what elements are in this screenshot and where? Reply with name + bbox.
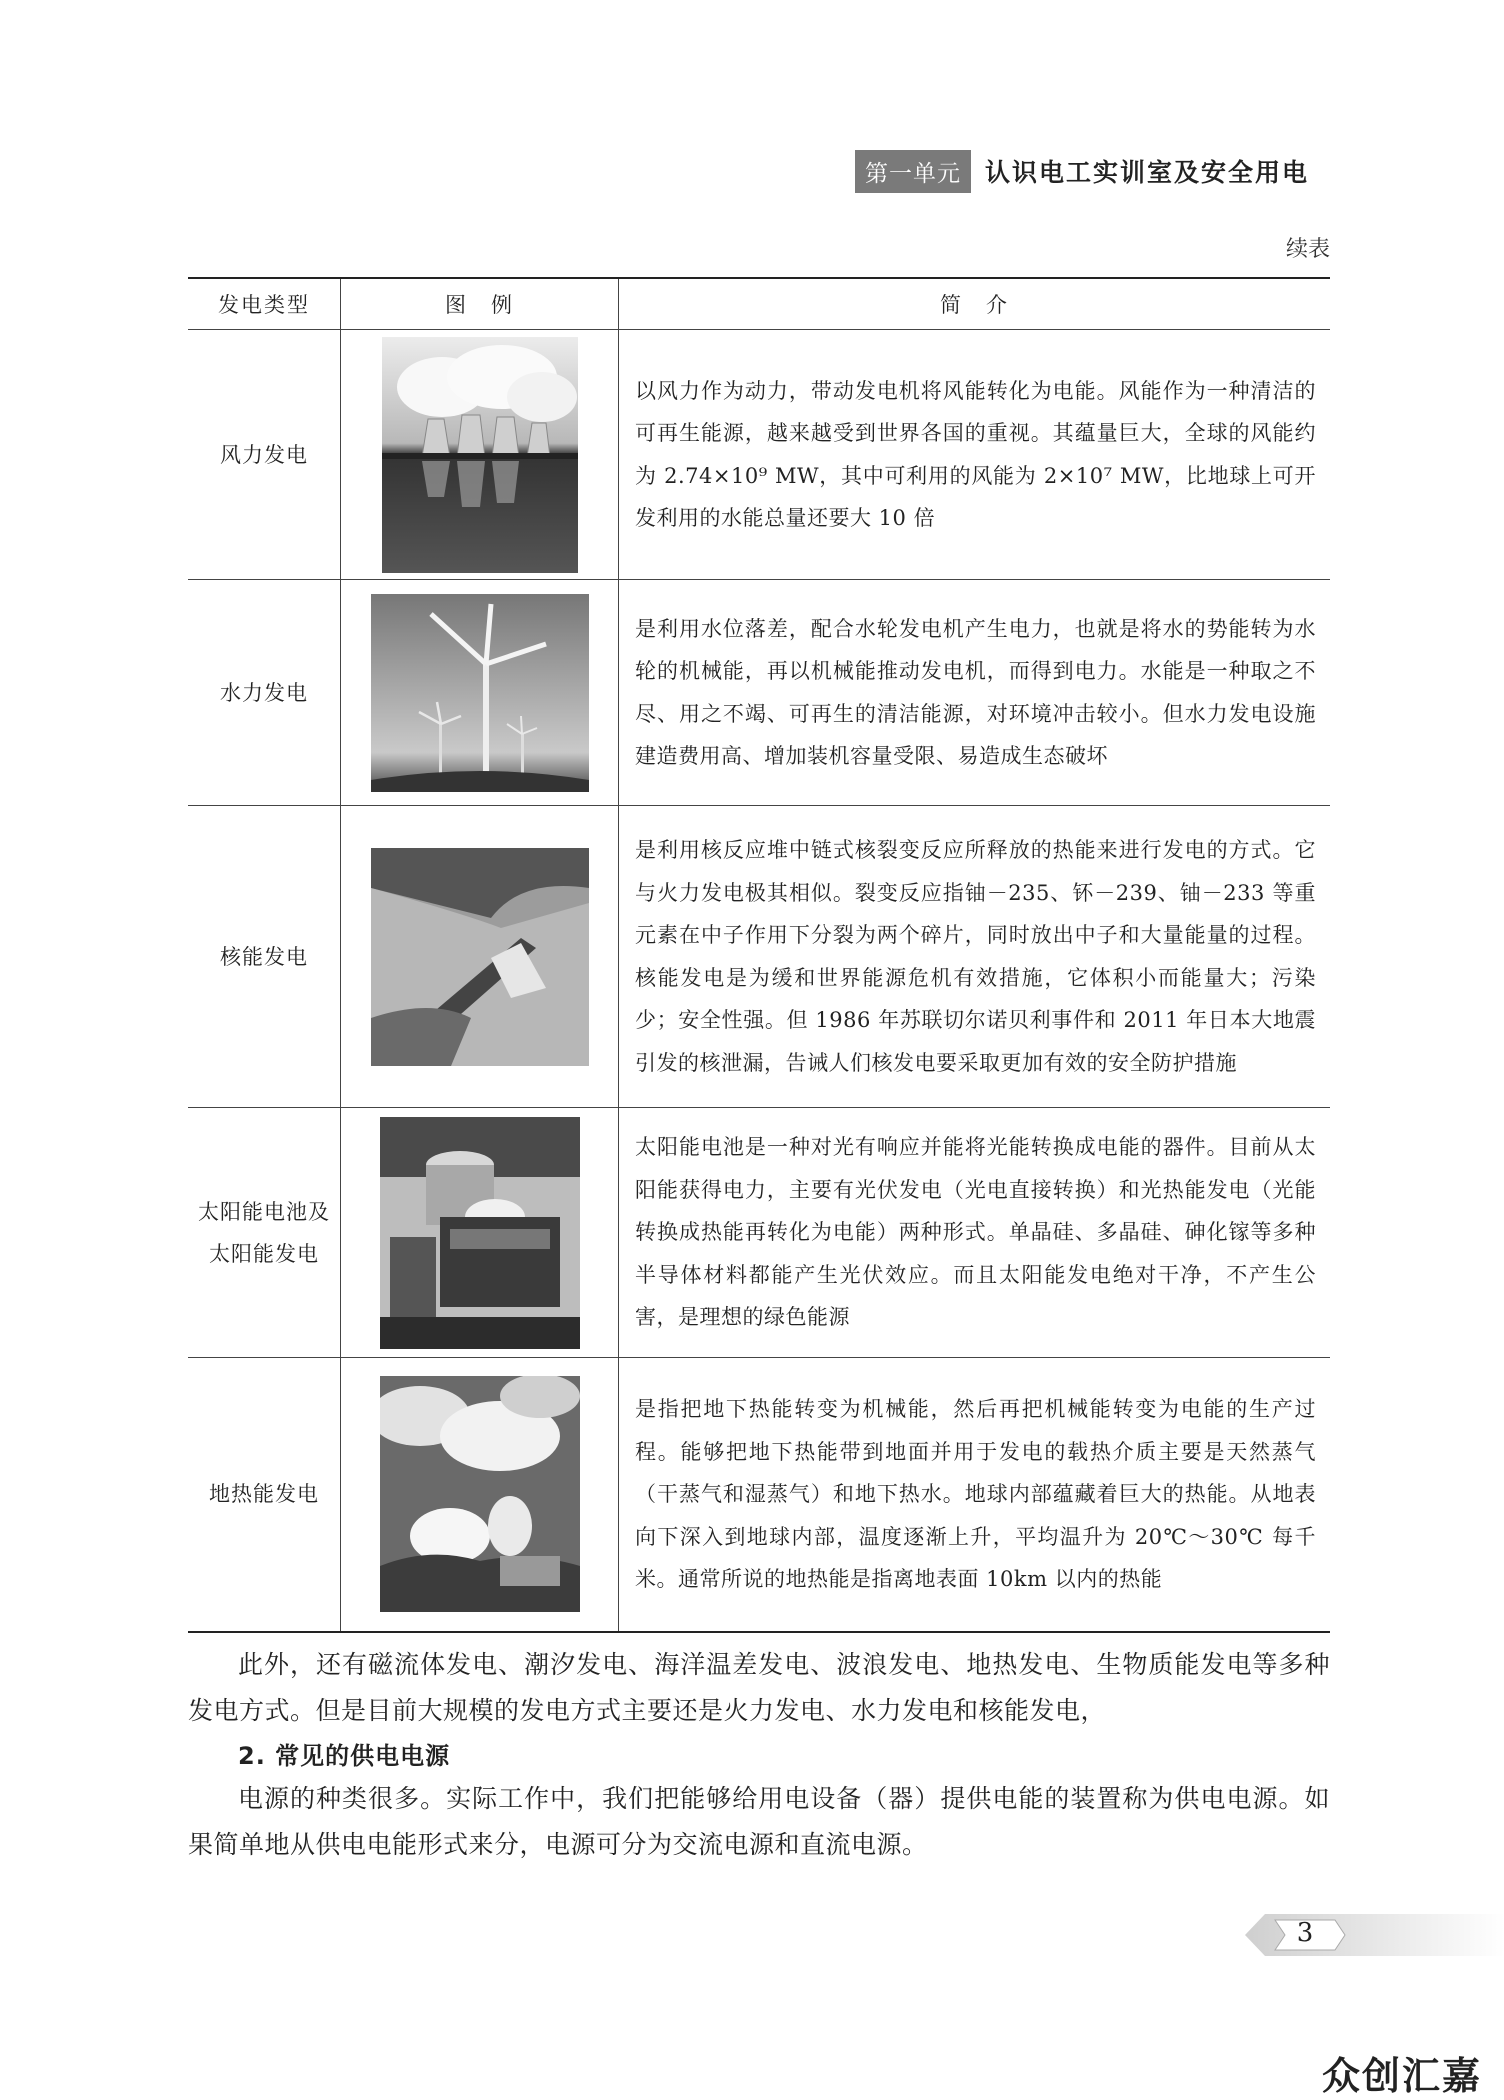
- header-image: 图 例: [341, 278, 619, 330]
- power-generation-table: [188, 277, 1330, 1633]
- page-number-tab: [1245, 1914, 1504, 1956]
- row-type: 地热能发电: [188, 1358, 341, 1632]
- table-row: [188, 1108, 1330, 1358]
- geothermal-plant-photo: [380, 1376, 580, 1612]
- running-header: [855, 150, 1330, 192]
- page-tab-shape: [1245, 1914, 1504, 1956]
- brand-watermark: 众创汇嘉: [1322, 2054, 1483, 2098]
- row-type: 核能发电: [188, 806, 341, 1108]
- paragraph-other-methods: 此外，还有磁流体发电、潮汐发电、海洋温差发电、波浪发电、地热发电、生物质能发电等多种发电方式。但是目前大规模的发电方式主要还是火力发电、水力发电和核能发电，: [188, 1650, 1330, 1725]
- row-desc: 太阳能电池是一种对光有响应并能将光能转换成电能的器件。目前从太阳能获得电力，主要有光伏发电（光电直接转换）和光热能发电（光能转换成热能再转化为电能）两种形式。单晶硅、多晶硅、砷化镓等多种半导体材料都能产生光伏效应。而且太阳能发电绝对干净，不产生公害，是理想的绿色能源: [619, 1108, 1331, 1358]
- unit-title: 认识电工实训室及安全用电: [985, 158, 1310, 187]
- nuclear-plant-photo: [380, 1117, 580, 1349]
- unit-badge: 第一单元: [855, 150, 971, 193]
- table-row: [188, 806, 1330, 1108]
- paragraph-power-sources: 电源的种类很多。实际工作中，我们把能够给用电设备（器）提供电能的装置称为供电电源。如果简单地从供电电能形式来分，电源可分为交流电源和直流电源。: [188, 1784, 1330, 1859]
- table-row: [188, 1358, 1330, 1632]
- continued-label: 续表: [1285, 237, 1330, 262]
- table-header-row: [188, 278, 1330, 330]
- table-row: [188, 330, 1330, 580]
- header-desc: 简 介: [619, 278, 1331, 330]
- row-type: 太阳能电池及太阳能发电: [188, 1108, 341, 1358]
- row-desc: 以风力作为动力，带动发电机将风能转化为电能。风能作为一种清洁的可再生能源，越来越受到世界各国的重视。其蕴量巨大，全球的风能约为 2.74×10⁹ MW，其中可利用的风能为 2×10⁷ MW，比地球上可开发利用的水能总量还要大 10 倍: [619, 330, 1331, 580]
- row-type: 水力发电: [188, 580, 341, 806]
- table-row: [188, 580, 1330, 806]
- section-heading: 2. 常见的供电电源: [238, 1742, 451, 1770]
- row-type: 风力发电: [188, 330, 341, 580]
- wind-turbines-photo: [371, 594, 589, 792]
- row-desc: 是指把地下热能转变为机械能，然后再把机械能转变为电能的生产过程。能够把地下热能带到地面并用于发电的载热介质主要是天然蒸气（干蒸气和湿蒸气）和地下热水。地球内部蕴藏着巨大的热能。从地表向下深入到地球内部，温度逐渐上升，平均温升为 20℃～30℃ 每千米。通常所说的地热能是指离地表面 10km 以内的热能: [619, 1358, 1331, 1632]
- hydro-dam-photo: [371, 848, 589, 1066]
- row-desc: 是利用核反应堆中链式核裂变反应所释放的热能来进行发电的方式。它与火力发电极其相似。裂变反应指铀－235、钚－239、铀－233 等重元素在中子作用下分裂为两个碎片，同时放出中子和大量能量的过程。核能发电是为缓和世界能源危机有效措施，它体积小而能量大；污染少；安全性强。但 1986 年苏联切尔诺贝利事件和 2011 年日本大地震引发的核泄漏，告诫人们核发电要采取更加有效的安全防护措施: [619, 806, 1331, 1108]
- header-type: 发电类型: [188, 278, 341, 330]
- row-desc: 是利用水位落差，配合水轮发电机产生电力，也就是将水的势能转为水轮的机械能，再以机械能推动发电机，而得到电力。水能是一种取之不尽、用之不竭、可再生的清洁能源，对环境冲击较小。但水力发电设施建造费用高、增加装机容量受限、易造成生态破坏: [619, 580, 1331, 806]
- cooling-towers-photo: [382, 337, 578, 573]
- page-number: 3: [1296, 1918, 1314, 1948]
